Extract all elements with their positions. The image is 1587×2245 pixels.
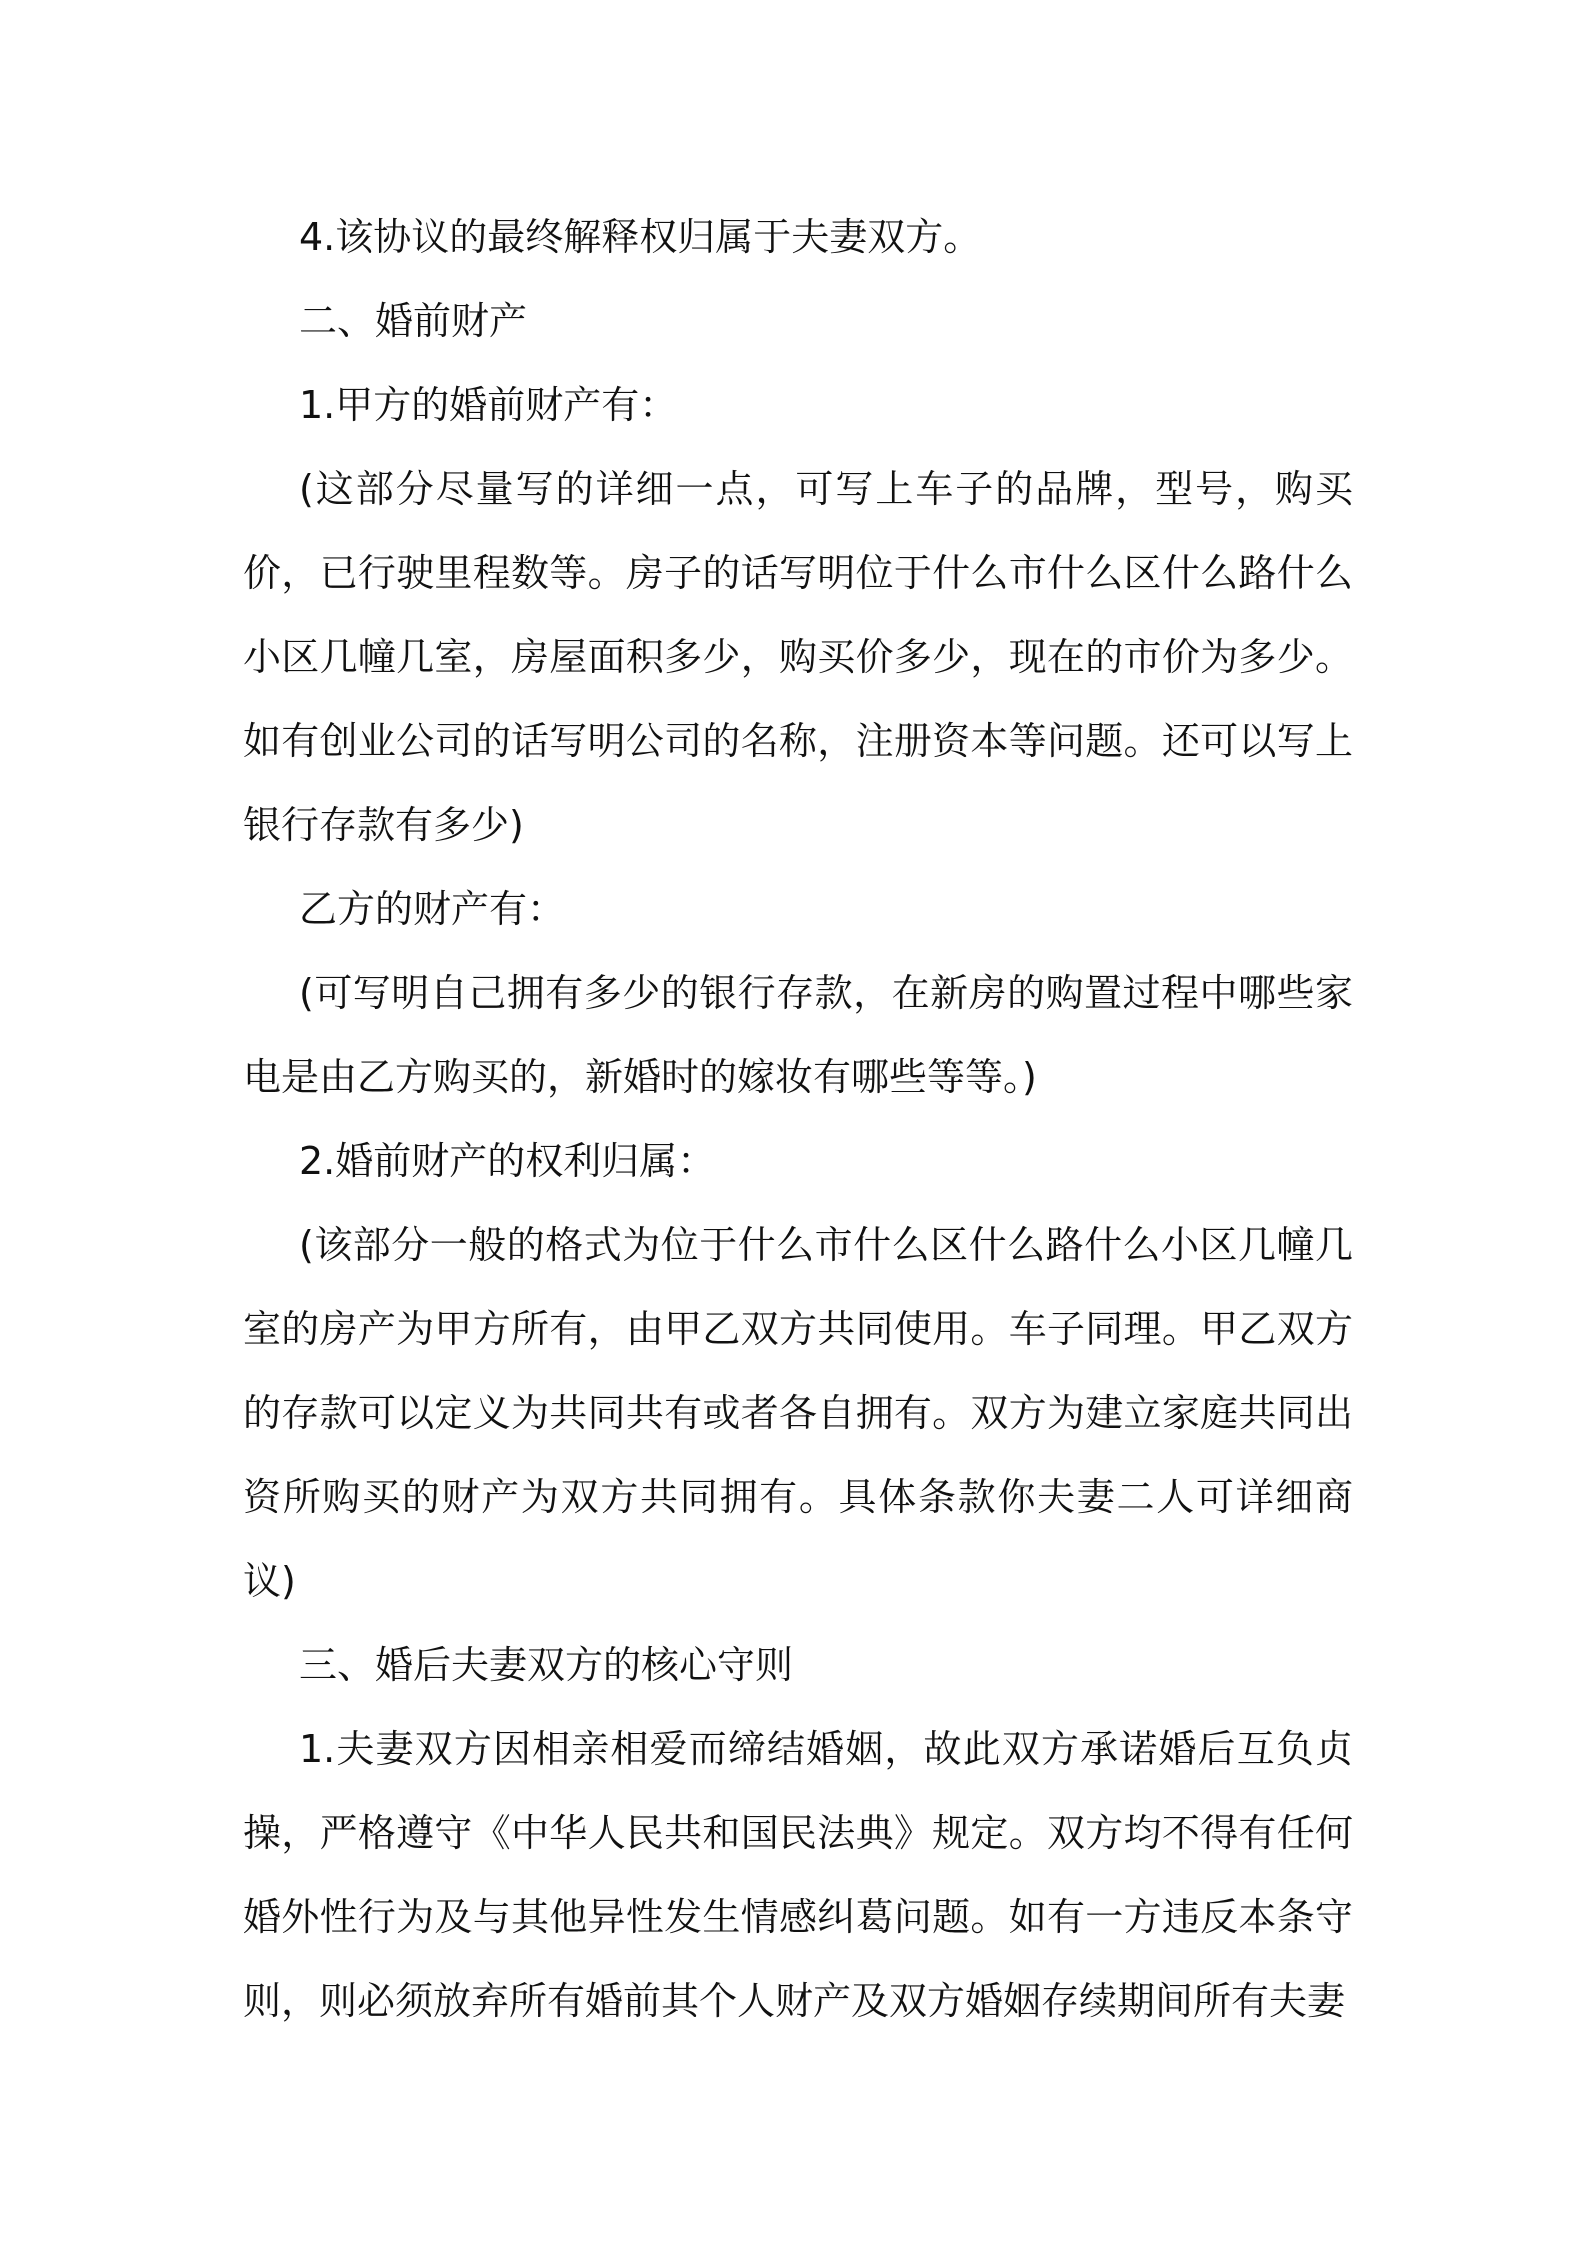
section-heading-premarital-property: 二、婚前财产 [299,299,528,343]
paragraph-party-b-property: 乙方的财产有： [299,887,566,931]
paragraph-property-ownership: 2.婚前财产的权利归属： [299,1139,716,1183]
section-heading-core-rules: 三、婚后夫妻双方的核心守则 [299,1643,794,1687]
paragraph-party-a-property: 1.甲方的婚前财产有： [299,383,678,427]
paragraph-clause-4: 4.该协议的最终解释权归属于夫妻双方。 [299,215,982,259]
paragraph-fidelity-rule: 1.夫妻双方因相亲相爱而缔结婚姻，故此双方承诺婚后互负贞操，严格遵守《中华人民共和国民法典》规定。双方均不得有任何婚外性行为及与其他异性发生情感纠葛问题。如有一方违反本条守则，则必须放弃所有婚前其个人财产及双方婚姻存续期间所有夫妻 [243,1727,1353,2023]
paragraph-property-ownership-note: (该部分一般的格式为位于什么市什么区什么路什么小区几幢几室的房产为甲方所有，由甲乙双方共同使用。车子同理。甲乙双方的存款可以定义为共同共有或者各自拥有。双方为建立家庭共同出资所购买的财产为双方共同拥有。具体条款你夫妻二人可详细商议) [243,1223,1353,1603]
paragraph-party-b-property-note: (可写明自己拥有多少的银行存款，在新房的购置过程中哪些家电是由乙方购买的，新婚时的嫁妆有哪些等等。) [243,971,1353,1099]
document-body [243,195,1353,2043]
paragraph-party-a-property-note: (这部分尽量写的详细一点，可写上车子的品牌，型号，购买价，已行驶里程数等。房子的话写明位于什么市什么区什么路什么小区几幢几室，房屋面积多少，购买价多少，现在的市价为多少。如有创业公司的话写明公司的名称，注册资本等问题。还可以写上银行存款有多少) [243,467,1353,847]
